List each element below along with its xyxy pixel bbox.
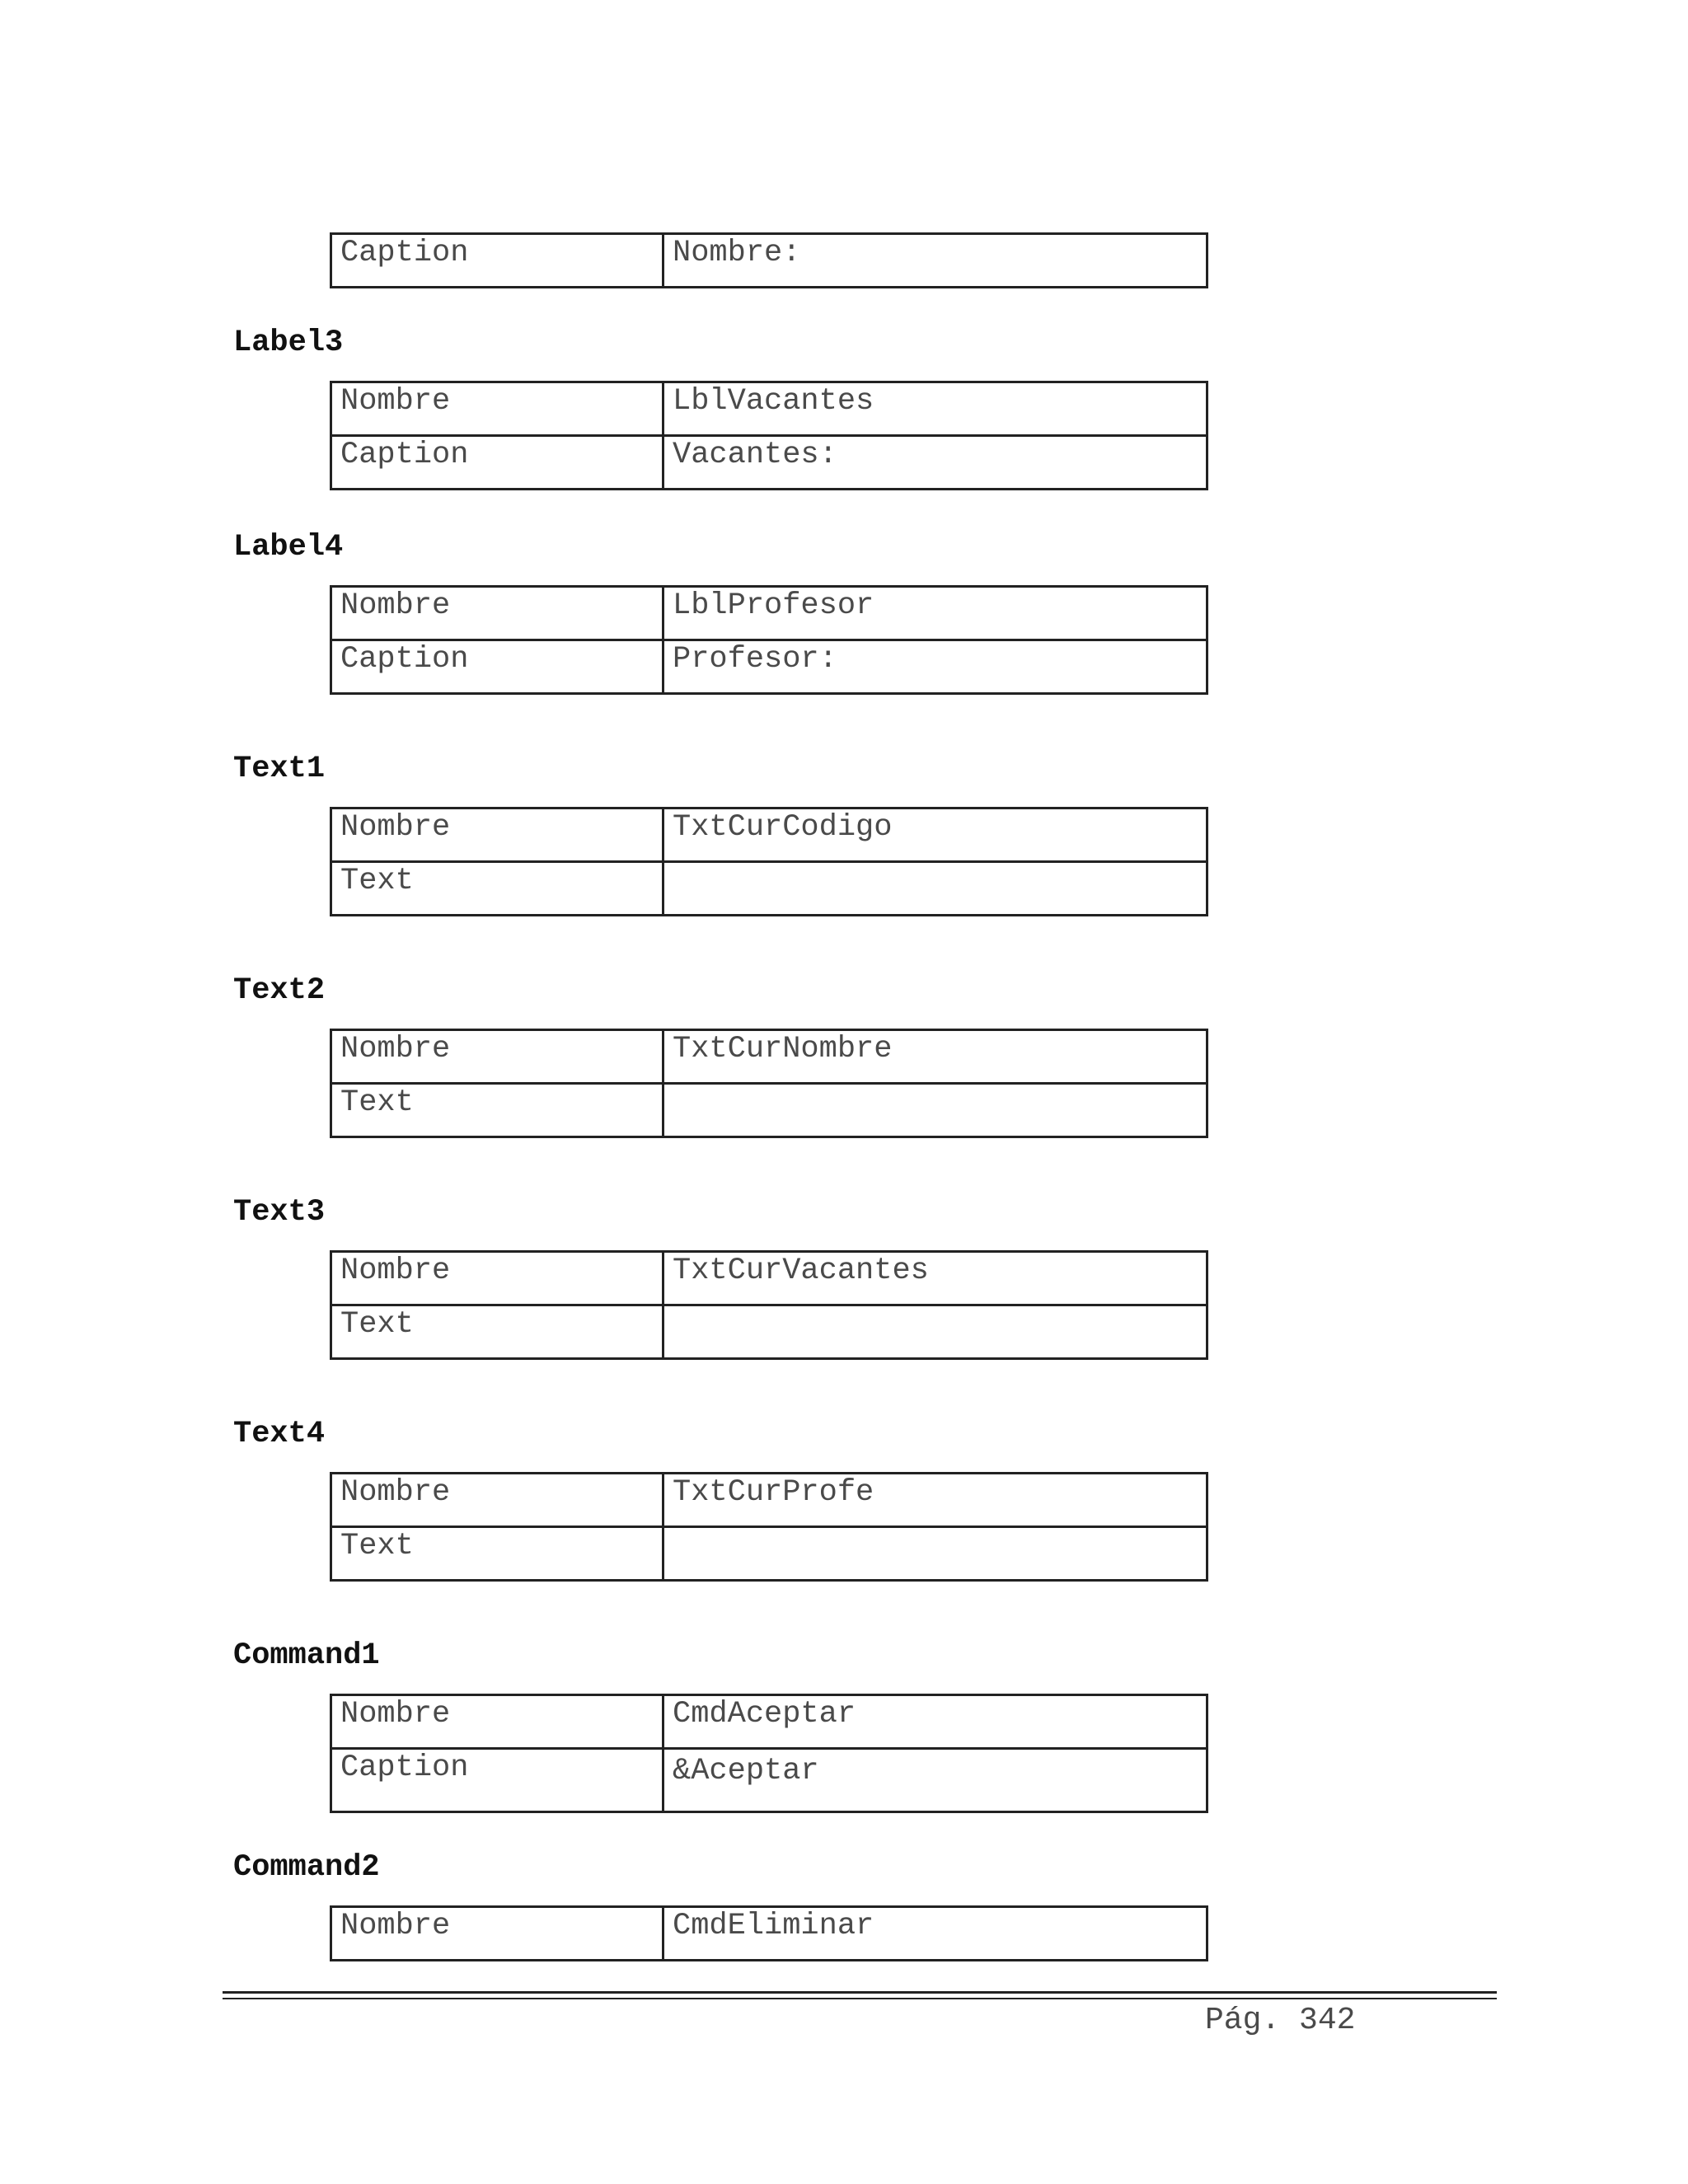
property-value: [663, 1305, 1207, 1359]
property-name: Caption: [331, 1749, 663, 1812]
property-name: Caption: [331, 436, 663, 490]
table-row: [331, 808, 1207, 862]
table-row: [331, 382, 1207, 436]
property-name: Nombre: [331, 1030, 663, 1084]
table-row: [331, 1527, 1207, 1581]
property-value: [663, 1527, 1207, 1581]
property-name: Caption: [331, 234, 663, 288]
property-value: CmdEliminar: [663, 1907, 1207, 1961]
property-value: TxtCurCodigo: [663, 808, 1207, 862]
table-row: [331, 1907, 1207, 1961]
control-heading-label3: Label3: [233, 326, 344, 360]
control-heading-command2: Command2: [233, 1850, 380, 1885]
properties-table-text2: [330, 1029, 1208, 1138]
control-heading-text3: Text3: [233, 1195, 326, 1230]
property-name: Nombre: [331, 382, 663, 436]
properties-table-command2: [330, 1905, 1208, 1961]
property-value: TxtCurNombre: [663, 1030, 1207, 1084]
property-value: Nombre:: [663, 234, 1207, 288]
table-row: [331, 587, 1207, 640]
control-heading-text2: Text2: [233, 973, 326, 1008]
property-value: LblVacantes: [663, 382, 1207, 436]
control-heading-text4: Text4: [233, 1417, 326, 1451]
property-name: Nombre: [331, 1474, 663, 1527]
table-row: [331, 1084, 1207, 1137]
property-value: Profesor:: [663, 640, 1207, 694]
table-row: [331, 1695, 1207, 1749]
control-heading-text1: Text1: [233, 752, 326, 786]
property-value: CmdAceptar: [663, 1695, 1207, 1749]
property-name: Nombre: [331, 1252, 663, 1305]
property-name: Nombre: [331, 1695, 663, 1749]
property-name: Text: [331, 1527, 663, 1581]
table-row: [331, 1749, 1207, 1812]
property-value: LblProfesor: [663, 587, 1207, 640]
table-row: [331, 1305, 1207, 1359]
control-heading-command1: Command1: [233, 1638, 380, 1673]
properties-table-continued: [330, 232, 1208, 288]
property-name: Text: [331, 1305, 663, 1359]
control-heading-label4: Label4: [233, 530, 344, 565]
table-row: [331, 1252, 1207, 1305]
properties-table-command1: [330, 1694, 1208, 1813]
property-value: Vacantes:: [663, 436, 1207, 490]
property-value: [663, 1084, 1207, 1137]
properties-table-text3: [330, 1250, 1208, 1360]
property-name: Caption: [331, 640, 663, 694]
table-row: [331, 436, 1207, 490]
table-row: [331, 1474, 1207, 1527]
footer-rule: [223, 1991, 1497, 1994]
page-number: Pág. 342: [1205, 2003, 1356, 2038]
table-row: [331, 862, 1207, 916]
table-row: [331, 640, 1207, 694]
property-value: &Aceptar: [663, 1749, 1207, 1812]
property-name: Nombre: [331, 808, 663, 862]
properties-table-text1: [330, 807, 1208, 916]
properties-table-label3: [330, 381, 1208, 490]
property-name: Nombre: [331, 587, 663, 640]
property-name: Text: [331, 862, 663, 916]
property-value: TxtCurVacantes: [663, 1252, 1207, 1305]
table-row: [331, 234, 1207, 288]
table-row: [331, 1030, 1207, 1084]
property-name: Nombre: [331, 1907, 663, 1961]
property-value: [663, 862, 1207, 916]
property-name: Text: [331, 1084, 663, 1137]
properties-table-label4: [330, 585, 1208, 695]
property-value: TxtCurProfe: [663, 1474, 1207, 1527]
properties-table-text4: [330, 1472, 1208, 1582]
footer-rule: [223, 1998, 1497, 1999]
